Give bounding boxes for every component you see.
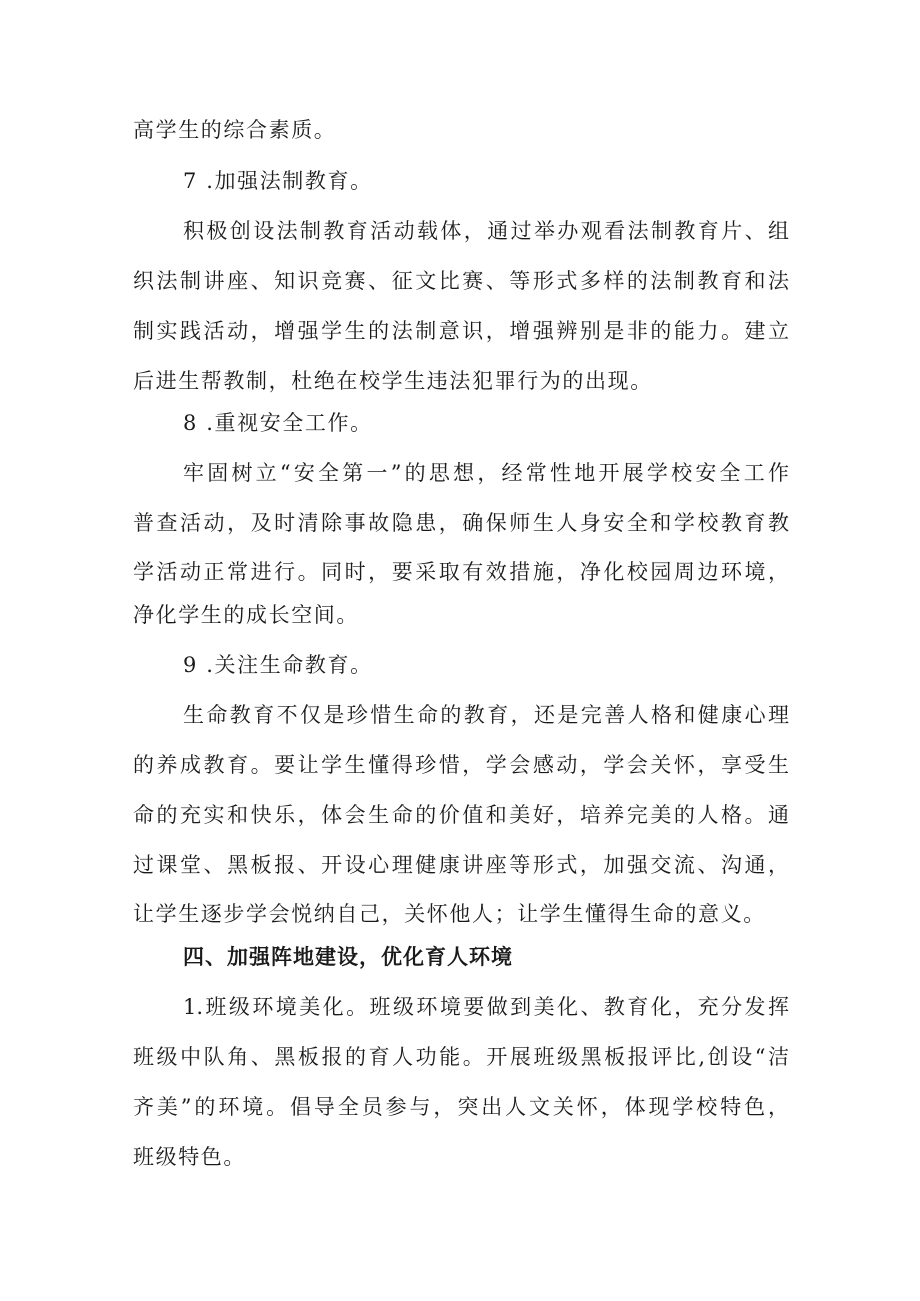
paragraph-line: 后进生帮教制，杜绝在校学生违法犯罪行为的出现。 (133, 369, 653, 393)
paragraph-line: 让学生逐步学会悦纳自己，关怀他人；让学生懂得生命的意义。 (133, 902, 766, 926)
section-heading-7: 7 .加强法制教育。 (183, 169, 373, 193)
paragraph-line: 牢固树立“安全第一”的思想，经常性地开展学校安全工作 (183, 461, 789, 485)
paragraph-line: 过课堂、黑板报、开设心理健康讲座等形式，加强交流、沟通， (133, 853, 789, 877)
paragraph-line: 学活动正常进行。同时，要采取有效措施，净化校园周边环境， (133, 560, 789, 584)
paragraph-line: 1.班级环境美化。班级环境要做到美化、教育化，充分发挥 (183, 995, 789, 1019)
paragraph-line: 净化学生的成长空间。 (133, 603, 359, 627)
paragraph-line: 命的充实和快乐，体会生命的价值和美好，培养完美的人格。通 (133, 803, 789, 827)
paragraph-line: 班级特色。 (133, 1145, 246, 1169)
chapter-heading: 四、加强阵地建设，优化育人环境 (183, 945, 513, 969)
paragraph-line: 积极创设法制教育活动载体，通过举办观看法制教育片、组 (183, 219, 789, 243)
section-heading-9: 9 .关注生命教育。 (183, 653, 373, 677)
paragraph-line: 高学生的综合素质。 (133, 118, 337, 142)
section-heading-8: 8 .重视安全工作。 (183, 411, 373, 435)
paragraph-line: 普查活动，及时清除事故隐患，确保师生人身安全和学校教育教 (133, 511, 789, 535)
paragraph-line: 班级中队角、黑板报的育人功能。开展班级黑板报评比,创设“洁 (133, 1045, 789, 1069)
paragraph-line: 制实践活动，增强学生的法制意识，增强辨别是非的能力。建立 (133, 319, 789, 343)
paragraph-line: 织法制讲座、知识竞赛、征文比赛、等形式多样的法制教育和法 (133, 269, 789, 293)
paragraph-line: 的养成教育。要让学生懂得珍惜，学会感动，学会关怀，享受生 (133, 753, 789, 777)
paragraph-line: 生命教育不仅是珍惜生命的教育，还是完善人格和健康心理 (183, 703, 789, 727)
paragraph-line: 齐美”的环境。倡导全员参与，突出人文关怀，体现学校特色， (133, 1095, 789, 1119)
